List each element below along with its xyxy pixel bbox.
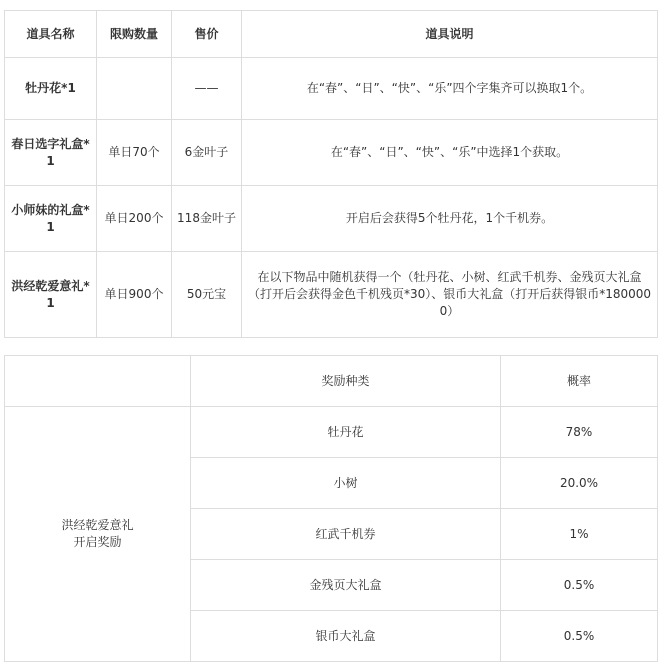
reward-item: 金残页大礼盒 — [191, 560, 501, 611]
item-limit: 单日900个 — [97, 252, 172, 338]
reward-item: 红武千机券 — [191, 509, 501, 560]
item-table-header-row — [5, 11, 658, 58]
table-row — [5, 58, 658, 120]
table-row — [5, 120, 658, 186]
reward-group-label — [5, 407, 191, 662]
item-limit: 单日200个 — [97, 186, 172, 252]
table-row — [5, 186, 658, 252]
header-reward-type: 奖励种类 — [191, 356, 501, 407]
reward-group-label-line1: 洪经乾爱意礼 — [61, 518, 134, 532]
item-price: —— — [172, 58, 242, 120]
item-description: 开启后会获得5个牡丹花，1个千机券。 — [242, 186, 658, 252]
header-item-name: 道具名称 — [5, 11, 97, 58]
table-row — [5, 407, 658, 458]
reward-probability: 0.5% — [501, 560, 658, 611]
reward-probability-table — [4, 355, 658, 662]
table-row — [5, 252, 658, 338]
reward-probability: 1% — [501, 509, 658, 560]
reward-table-header-row — [5, 356, 658, 407]
header-blank — [5, 356, 191, 407]
item-name: 春日选字礼盒*1 — [5, 120, 97, 186]
reward-item: 牡丹花 — [191, 407, 501, 458]
item-limit: 单日70个 — [97, 120, 172, 186]
item-description: 在“春”、“日”、“快”、“乐”中选择1个获取。 — [242, 120, 658, 186]
item-description: 在以下物品中随机获得一个（牡丹花、小树、红武千机券、金残页大礼盒（打开后会获得金色千机残页*30）、银币大礼盒（打开后获得银币*1800000） — [242, 252, 658, 338]
item-table — [4, 10, 658, 338]
reward-item: 小树 — [191, 458, 501, 509]
reward-item: 银币大礼盒 — [191, 611, 501, 662]
header-price: 售价 — [172, 11, 242, 58]
item-price: 50元宝 — [172, 252, 242, 338]
reward-probability: 20.0% — [501, 458, 658, 509]
item-description: 在“春”、“日”、“快”、“乐”四个字集齐可以换取1个。 — [242, 58, 658, 120]
header-probability: 概率 — [501, 356, 658, 407]
item-price: 6金叶子 — [172, 120, 242, 186]
reward-probability: 78% — [501, 407, 658, 458]
header-item-description: 道具说明 — [242, 11, 658, 58]
reward-group-label-line2: 开启奖励 — [73, 535, 122, 549]
item-name: 牡丹花*1 — [5, 58, 97, 120]
item-name: 小师妹的礼盒*1 — [5, 186, 97, 252]
item-price: 118金叶子 — [172, 186, 242, 252]
item-name: 洪经乾爱意礼*1 — [5, 252, 97, 338]
header-purchase-limit: 限购数量 — [97, 11, 172, 58]
reward-probability: 0.5% — [501, 611, 658, 662]
item-limit — [97, 58, 172, 120]
